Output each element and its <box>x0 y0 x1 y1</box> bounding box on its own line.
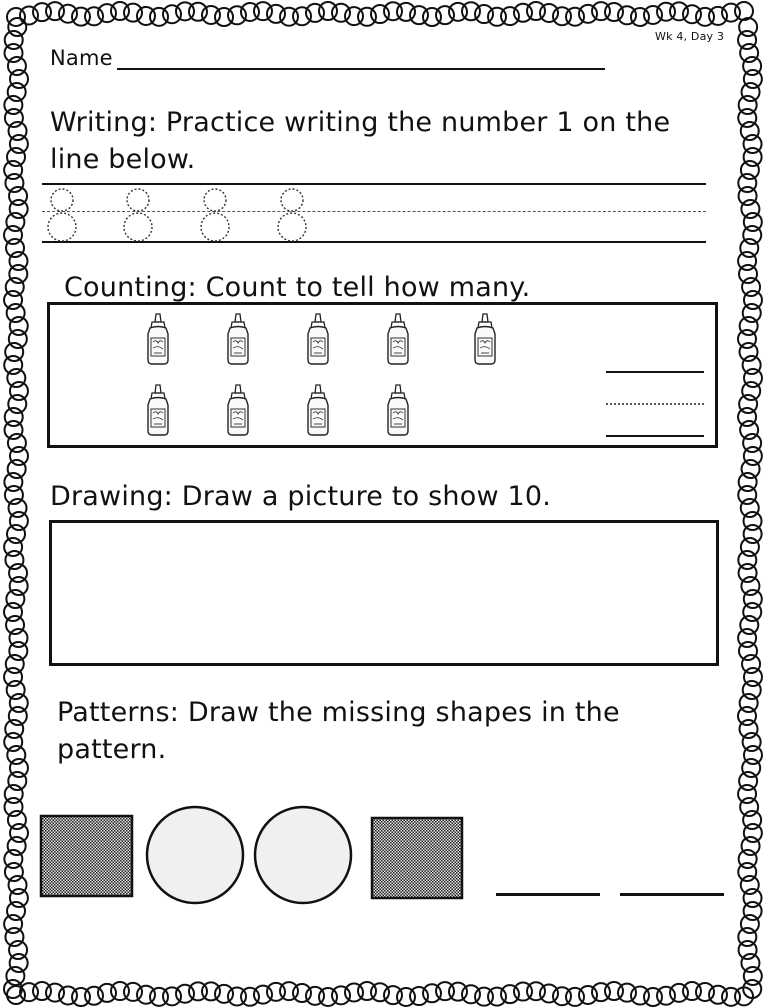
traced-digit <box>201 189 229 241</box>
border-ring <box>741 200 759 218</box>
border-ring <box>696 983 714 1001</box>
border-ring <box>566 988 584 1006</box>
border-ring <box>6 239 24 257</box>
drawing-prompt: Drawing: Draw a picture to show 10. <box>50 481 552 512</box>
border-ring <box>241 988 259 1006</box>
border-ring <box>4 980 22 998</box>
border-ring <box>744 447 762 465</box>
border-ring <box>124 4 142 22</box>
border-ring <box>618 984 636 1002</box>
border-ring <box>371 5 389 23</box>
border-ring <box>306 4 324 22</box>
pattern-square <box>41 816 132 896</box>
count-answer-bottom-line[interactable] <box>606 435 704 437</box>
border-ring <box>8 18 26 36</box>
border-ring <box>9 707 27 725</box>
border-ring <box>738 109 756 127</box>
border-ring <box>254 986 272 1004</box>
traced-digit <box>124 189 152 241</box>
border-ring <box>743 304 761 322</box>
border-ring <box>20 6 38 24</box>
border-ring <box>6 967 24 985</box>
border-ring <box>202 982 220 1000</box>
border-ring <box>332 986 350 1004</box>
border-ring <box>644 6 662 24</box>
glue-bottle-icon <box>301 383 335 437</box>
border-ring <box>449 983 467 1001</box>
writing-prompt: Writing: Practice writing the number 1 on the line below. <box>50 107 671 175</box>
border-ring <box>743 603 761 621</box>
border-ring <box>7 369 25 387</box>
border-ring <box>709 986 727 1004</box>
pattern-blank-2[interactable] <box>620 893 724 896</box>
glue-bottle-icon <box>381 312 415 366</box>
week-day-label: Wk 4, Day 3 <box>655 30 725 43</box>
glue-bottle-icon <box>221 383 255 437</box>
border-ring <box>215 985 233 1003</box>
border-ring <box>293 7 311 25</box>
border-ring <box>740 421 758 439</box>
border-ring <box>176 985 194 1003</box>
name-line[interactable] <box>117 68 605 70</box>
border-ring <box>85 7 103 25</box>
border-ring <box>501 7 519 25</box>
border-ring <box>527 2 545 20</box>
traced-digit <box>278 189 306 241</box>
border-ring <box>5 174 23 192</box>
border-ring <box>8 57 26 75</box>
border-ring <box>5 486 23 504</box>
border-ring <box>740 720 758 738</box>
border-ring <box>5 551 23 569</box>
border-ring <box>4 356 22 374</box>
pattern-circle <box>255 807 351 903</box>
border-ring <box>410 987 428 1005</box>
counting-prompt: Counting: Count to tell how many. <box>64 272 531 303</box>
border-ring <box>566 8 584 26</box>
border-ring <box>742 655 760 673</box>
border-ring <box>738 486 756 504</box>
patterns-prompt: Patterns: Draw the missing shapes in the pattern. <box>57 697 620 765</box>
border-ring <box>6 616 24 634</box>
border-ring <box>10 447 28 465</box>
border-ring <box>4 291 22 309</box>
pattern-blank-1[interactable] <box>496 893 600 896</box>
border-ring <box>4 733 22 751</box>
border-ring <box>579 986 597 1004</box>
border-ring <box>540 4 558 22</box>
border-ring <box>462 2 480 20</box>
border-ring <box>10 577 28 595</box>
border-ring <box>8 434 26 452</box>
border-ring <box>10 135 28 153</box>
border-ring <box>228 6 246 24</box>
border-ring <box>744 525 762 543</box>
border-ring <box>741 577 759 595</box>
border-ring <box>6 590 24 608</box>
border-ring <box>527 982 545 1000</box>
border-ring <box>10 512 28 530</box>
border-ring <box>738 31 756 49</box>
border-ring <box>5 109 23 127</box>
border-ring <box>9 265 27 283</box>
border-ring <box>5 421 23 439</box>
border-ring <box>742 83 760 101</box>
border-ring <box>46 2 64 20</box>
border-ring <box>332 4 350 22</box>
border-ring <box>7 304 25 322</box>
glue-bottle-icon <box>141 312 175 366</box>
border-ring <box>739 941 757 959</box>
border-ring <box>739 564 757 582</box>
border-ring <box>137 986 155 1004</box>
border-ring <box>631 8 649 26</box>
border-ring <box>10 70 28 88</box>
border-ring <box>740 44 758 62</box>
border-ring <box>740 616 758 634</box>
name-label: Name <box>50 46 113 70</box>
border-ring <box>5 928 23 946</box>
pattern-square <box>372 818 462 898</box>
border-ring <box>10 200 28 218</box>
border-ring <box>488 988 506 1006</box>
glue-bottle-icon <box>301 312 335 366</box>
border-ring <box>163 5 181 23</box>
glue-bottle-icon <box>141 383 175 437</box>
border-ring <box>8 772 26 790</box>
border-ring <box>98 4 116 22</box>
border-ring <box>46 984 64 1002</box>
traced-digits <box>40 182 340 246</box>
glue-bottle-icon <box>468 312 502 366</box>
border-ring <box>7 148 25 166</box>
border-ring <box>150 8 168 26</box>
border-ring <box>4 668 22 686</box>
border-ring <box>742 278 760 296</box>
border-ring <box>358 8 376 26</box>
border-ring <box>9 642 27 660</box>
border-ring <box>540 984 558 1002</box>
drawing-box[interactable] <box>49 520 719 666</box>
border-ring <box>683 5 701 23</box>
border-ring <box>189 3 207 21</box>
border-ring <box>124 983 142 1001</box>
border-ring <box>741 915 759 933</box>
border-ring <box>267 5 285 23</box>
border-ring <box>670 2 688 20</box>
border-ring <box>7 525 25 543</box>
border-ring <box>397 3 415 21</box>
border-ring <box>8 83 26 101</box>
border-ring <box>7 681 25 699</box>
border-ring <box>739 187 757 205</box>
border-ring <box>740 239 758 257</box>
border-ring <box>739 642 757 660</box>
border-ring <box>605 3 623 21</box>
border-ring <box>475 5 493 23</box>
border-ring <box>436 6 454 24</box>
border-ring <box>4 603 22 621</box>
border-ring <box>462 985 480 1003</box>
border-ring <box>163 987 181 1005</box>
border-ring <box>742 382 760 400</box>
border-ring <box>202 6 220 24</box>
pattern-circle <box>147 807 243 903</box>
border-ring <box>10 954 28 972</box>
border-ring <box>744 148 762 166</box>
border-ring <box>741 954 759 972</box>
border-ring <box>741 499 759 517</box>
border-ring <box>738 408 756 426</box>
border-ring <box>9 330 27 348</box>
border-ring <box>371 983 389 1001</box>
glue-bottle-icon <box>221 312 255 366</box>
border-ring <box>741 538 759 556</box>
border-ring <box>59 5 77 23</box>
border-ring <box>501 985 519 1003</box>
border-ring <box>8 460 26 478</box>
border-ring <box>7 746 25 764</box>
border-ring <box>744 70 762 88</box>
glue-bottle-icon <box>381 383 415 437</box>
border-ring <box>740 343 758 361</box>
border-ring <box>293 984 311 1002</box>
border-ring <box>742 759 760 777</box>
border-ring <box>739 265 757 283</box>
border-ring <box>741 122 759 140</box>
border-ring <box>85 987 103 1005</box>
border-ring <box>743 226 761 244</box>
border-ring <box>742 460 760 478</box>
border-ring <box>6 213 24 231</box>
border-ring <box>280 982 298 1000</box>
border-ring <box>709 7 727 25</box>
border-ring <box>579 5 597 23</box>
traced-digit <box>48 189 76 241</box>
count-answer-top-line[interactable] <box>606 371 704 373</box>
border-ring <box>5 44 23 62</box>
border-ring <box>254 2 272 20</box>
border-ring <box>741 161 759 179</box>
border-ring <box>423 984 441 1002</box>
border-ring <box>8 395 26 413</box>
border-ring <box>4 226 22 244</box>
border-ring <box>657 987 675 1005</box>
border-ring <box>743 681 761 699</box>
count-answer-mid-line <box>606 403 704 405</box>
